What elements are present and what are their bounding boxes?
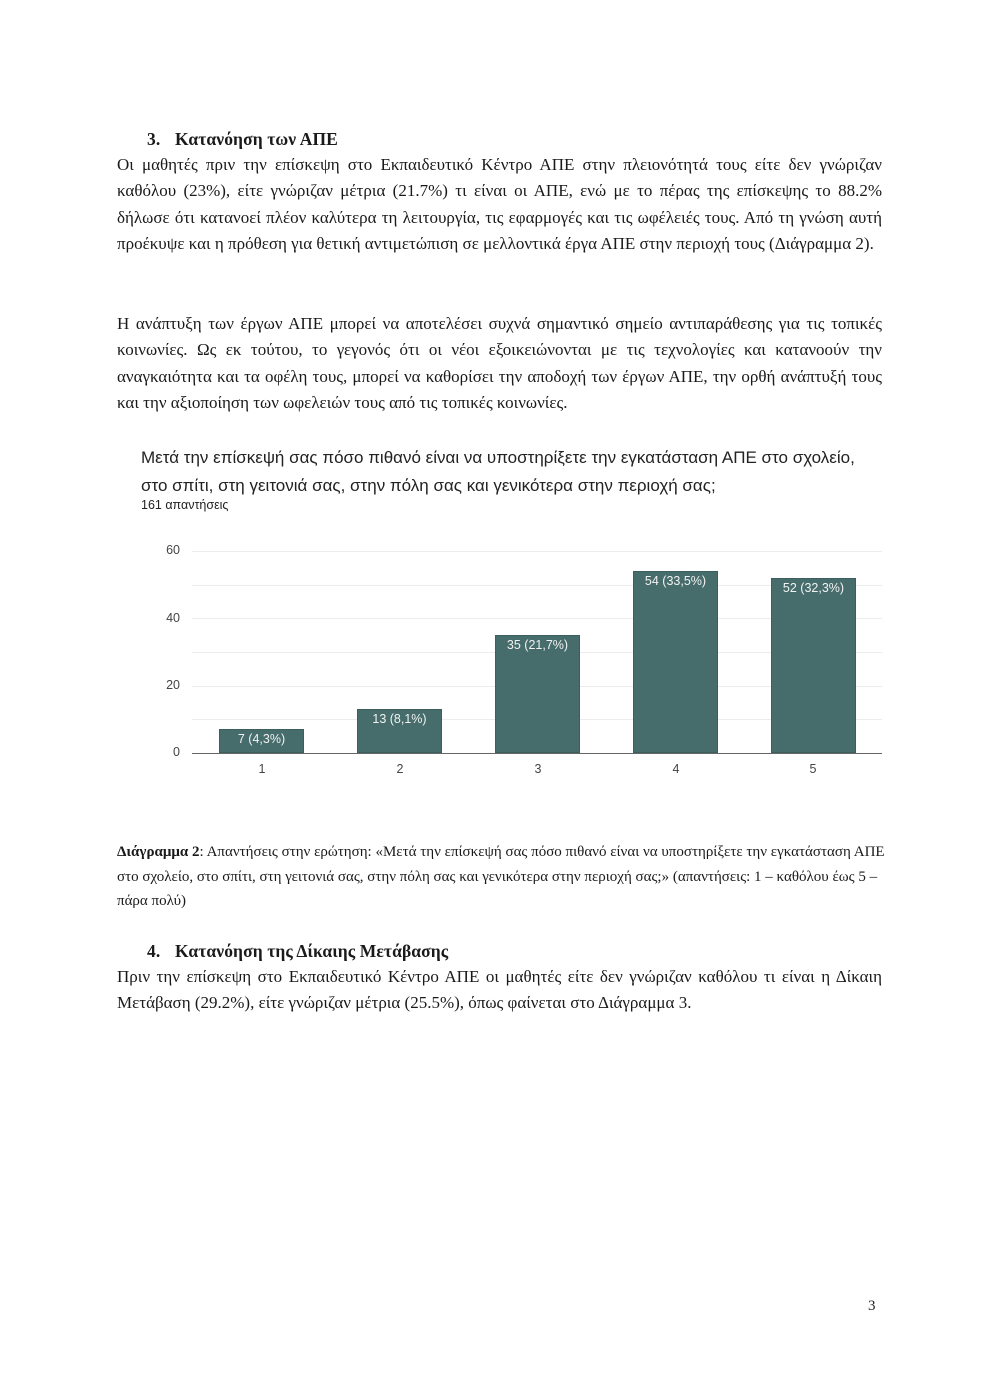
bar-label: 52 (32,3%): [782, 581, 845, 595]
section-number: 4.: [147, 941, 161, 961]
y-tick-0: 0: [173, 745, 180, 759]
bar-label: 7 (4,3%): [237, 732, 286, 746]
section-title: Κατανόηση της Δίκαιης Μετάβασης: [175, 941, 449, 961]
section-4-heading: [147, 941, 448, 962]
bar-1: [219, 729, 304, 753]
caption-text: : Απαντήσεις στην ερώτηση: «Μετά την επίσκεψή σας πόσο πιθανό είναι να υποστηρίξετε την εγκατάσταση ΑΠΕ στο σχολείο, στο σπίτι, στη γειτονιά σας, στην πόλη σας και γενικότερα στην περιοχή σας;» (απαντήσεις: 1 – καθόλου έως 5 – πάρα πολύ): [117, 844, 885, 909]
figure-caption: [117, 840, 887, 914]
gridline: [192, 551, 882, 552]
y-tick-60: 60: [166, 543, 180, 557]
chart-question-title: Μετά την επίσκεψή σας πόσο πιθανό είναι να υποστηρίξετε την εγκατάσταση ΑΠΕ στο σχολείο, στο σπίτι, στη γειτονιά σας, στην πόλη σας και γενικότερα στην περιοχή σας;: [141, 448, 855, 495]
section-3-paragraph-1: Οι μαθητές πριν την επίσκεψη στο Εκπαιδευτικό Κέντρο ΑΠΕ στην πλειονότητά τους είτε δεν γνώριζαν καθόλου (23%), είτε γνώριζαν μέτρια (21.7%) τι είναι οι ΑΠΕ, ενώ με το πέρας της επίσκεψης το 88.2% δήλωσε ότι κατανοεί πλέον καλύτερα τη λειτουργία, τις εφαρμογές και τις ωφέλειές τους. Από τη γνώση αυτή προέκυψε και η πρόθεση για θετική αντιμετώπιση σε μελλοντικά έργα ΑΠΕ στην περιοχή τους (Διάγραμμα 2).: [117, 155, 882, 253]
y-tick-20: 20: [166, 678, 180, 692]
bar-label: 13 (8,1%): [372, 712, 427, 726]
section-number: 3.: [147, 129, 161, 149]
page-number: 3: [868, 1298, 876, 1314]
x-tick-2: 2: [396, 762, 404, 776]
bar-4: [633, 571, 718, 753]
x-tick-4: 4: [672, 762, 680, 776]
bar-5: [771, 578, 856, 753]
x-tick-1: 1: [258, 762, 266, 776]
x-axis-line: [192, 753, 882, 754]
x-tick-3: 3: [534, 762, 542, 776]
bar-label: 54 (33,5%): [644, 574, 707, 588]
chart-response-count: 161 απαντήσεις: [141, 498, 229, 512]
section-title: Κατανόηση των ΑΠΕ: [175, 129, 338, 149]
caption-label: Διάγραμμα 2: [117, 844, 200, 860]
bar-2: [357, 709, 442, 753]
bar-3: [495, 635, 580, 753]
section-3-paragraph-2: Η ανάπτυξη των έργων ΑΠΕ μπορεί να αποτελέσει συχνά σημαντικό σημείο αντιπαράθεσης για τις τοπικές κοινωνίες. Ως εκ τούτου, το γεγονός ότι οι νέοι εξοικειώνονται με τις τεχνολογίες και κατανοούν την αναγκαιότητα και τα οφέλη τους, μπορεί να καθορίσει την αποδοχή των έργων ΑΠΕ, την ορθή ανάπτυξή τους και την αξιοποίηση των ωφελειών τους από τις τοπικές κοινωνίες.: [117, 314, 882, 412]
section-4-paragraph-1: Πριν την επίσκεψη στο Εκπαιδευτικό Κέντρο ΑΠΕ οι μαθητές είτε δεν γνώριζαν καθόλου τι είναι η Δίκαιη Μετάβαση (29.2%), είτε γνώριζαν μέτρια (25.5%), όπως φαίνεται στο Διάγραμμα 3.: [117, 967, 882, 1013]
plot-area: [192, 551, 882, 753]
bar-label: 35 (21,7%): [506, 638, 569, 652]
x-tick-5: 5: [809, 762, 817, 776]
y-tick-40: 40: [166, 611, 180, 625]
section-3-heading: [147, 129, 338, 150]
